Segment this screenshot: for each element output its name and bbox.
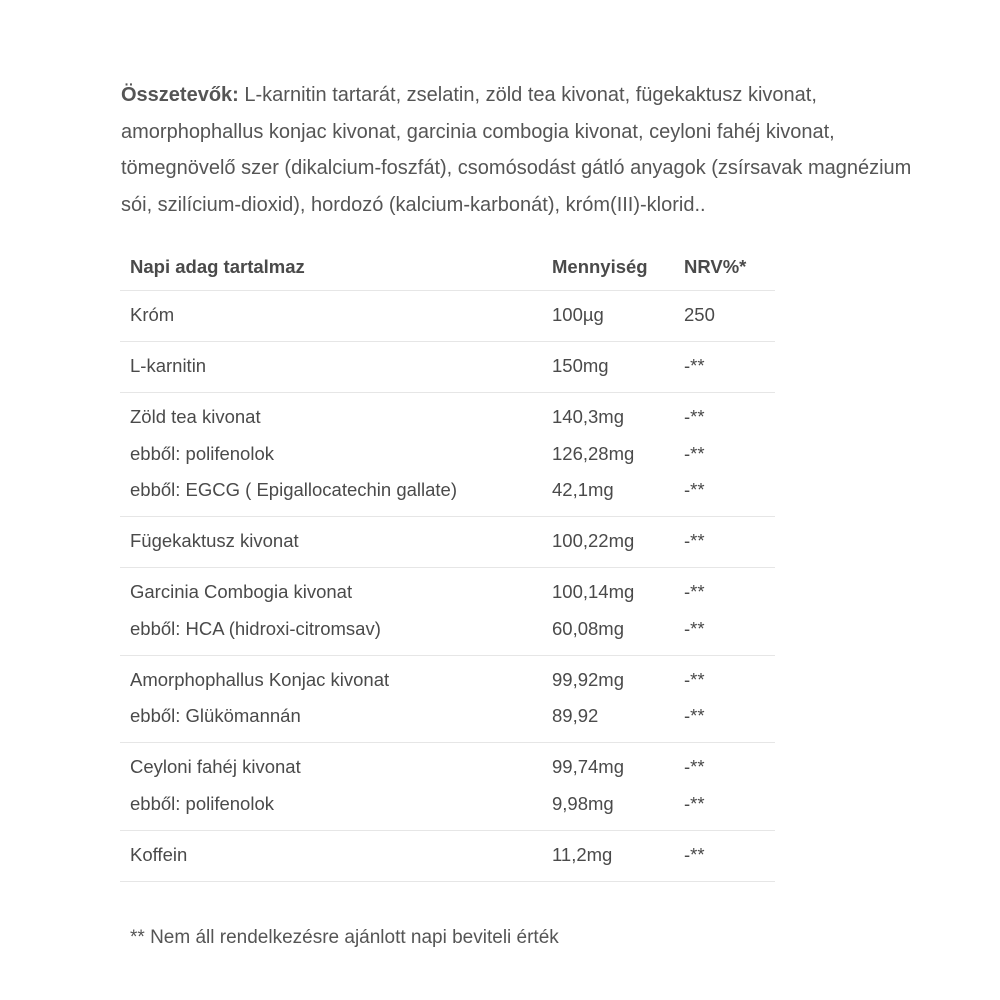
- ingredient-name-cell: [120, 342, 542, 393]
- ingredient-nrv: -**: [684, 705, 705, 726]
- ingredient-nrv-cell: [674, 655, 775, 743]
- ingredient-name: ebből: polifenolok: [130, 792, 274, 814]
- ingredient-nrv: -**: [684, 792, 705, 814]
- ingredient-name-cell: [120, 655, 542, 743]
- nutrition-table: [120, 243, 775, 882]
- ingredient-nrv-cell: [674, 291, 775, 342]
- ingredient-amount: 42,1mg: [552, 479, 614, 500]
- ingredient-nrv: -**: [684, 355, 705, 376]
- ingredient-nrv: 250: [684, 304, 715, 325]
- table-row: [120, 291, 775, 342]
- ingredient-nrv-cell: [674, 393, 775, 517]
- ingredients-text: L-karnitin tartarát, zselatin, zöld tea kivonat, fügekaktusz kivonat, amorphophallus konjac kivonat, garcinia combogia kivonat, ceyloni fahéj kivonat, tömegnövelő szer (dikalcium-foszfát), csomósodást gátló anyagok (zsírsavak magnézium sói, szilícium-dioxid), hordozó (kalcium-karbonát), króm(III)-klorid..: [121, 84, 912, 216]
- ingredient-nrv: -**: [684, 668, 705, 690]
- ingredient-nrv: -**: [684, 843, 705, 865]
- ingredient-nrv: -**: [684, 442, 705, 464]
- table-row: [120, 830, 775, 881]
- ingredient-amount: 140,3mg: [552, 406, 624, 427]
- ingredient-nrv-cell: [674, 568, 775, 656]
- ingredient-name: ebből: Glükömannán: [130, 705, 301, 726]
- ingredient-nrv: -**: [684, 617, 705, 639]
- ingredient-name: Koffein: [130, 843, 188, 865]
- table-body: [120, 291, 775, 882]
- ingredient-name: ebből: polifenolok: [130, 442, 274, 464]
- ingredient-nrv: -**: [684, 581, 705, 602]
- ingredient-name: ebből: HCA (hidroxi-citromsav): [130, 617, 381, 639]
- ingredient-amount: 100,14mg: [552, 581, 635, 602]
- ingredient-nrv-cell: [674, 517, 775, 568]
- ingredient-nrv: -**: [684, 530, 705, 551]
- ingredient-name: Fügekaktusz kivonat: [130, 530, 299, 551]
- ingredient-amount-cell: [542, 291, 674, 342]
- ingredient-amount-cell: [542, 342, 674, 393]
- ingredient-amount: 11,2mg: [552, 843, 613, 865]
- ingredient-amount: 126,28mg: [552, 442, 635, 464]
- ingredient-amount-cell: [542, 743, 674, 831]
- ingredients-paragraph: [121, 77, 921, 223]
- ingredient-nrv-cell: [674, 830, 775, 881]
- ingredient-nrv: -**: [684, 756, 705, 777]
- ingredient-nrv: -**: [684, 406, 705, 427]
- ingredient-amount-cell: [542, 655, 674, 743]
- ingredient-amount: 99,74mg: [552, 756, 624, 777]
- ingredient-amount: 60,08mg: [552, 617, 624, 639]
- ingredient-name-cell: [120, 393, 542, 517]
- table-row: [120, 655, 775, 743]
- ingredient-name: ebből: EGCG ( Epigallocatechin gallate): [130, 479, 458, 500]
- ingredient-amount-cell: [542, 393, 674, 517]
- table-row: [120, 743, 775, 831]
- ingredient-amount: 89,92: [552, 705, 599, 726]
- ingredient-name: Garcinia Combogia kivonat: [130, 581, 353, 602]
- table-row: [120, 517, 775, 568]
- table-header-row: [120, 243, 775, 291]
- ingredient-name: L-karnitin: [130, 355, 207, 376]
- header-nrv: NRV%*: [674, 243, 775, 291]
- ingredient-nrv: -**: [684, 479, 705, 500]
- ingredient-name: Amorphophallus Konjac kivonat: [130, 668, 390, 690]
- ingredient-name-cell: [120, 517, 542, 568]
- table-row: [120, 342, 775, 393]
- header-amount: Mennyiség: [542, 243, 674, 291]
- ingredient-amount: 100µg: [552, 304, 604, 325]
- ingredient-name-cell: [120, 830, 542, 881]
- ingredient-name: Króm: [130, 304, 175, 325]
- ingredient-name-cell: [120, 743, 542, 831]
- ingredient-amount: 99,92mg: [552, 668, 624, 690]
- ingredient-amount: 150mg: [552, 355, 609, 376]
- ingredients-label: Összetevők:: [121, 84, 239, 106]
- table-row: [120, 568, 775, 656]
- ingredient-name-cell: [120, 568, 542, 656]
- ingredient-name-cell: [120, 291, 542, 342]
- ingredient-nrv-cell: [674, 342, 775, 393]
- ingredient-amount-cell: [542, 830, 674, 881]
- ingredient-amount-cell: [542, 517, 674, 568]
- header-name: Napi adag tartalmaz: [120, 243, 542, 291]
- ingredient-nrv-cell: [674, 743, 775, 831]
- footnote: ** Nem áll rendelkezésre ajánlott napi beviteli érték: [130, 927, 559, 948]
- ingredient-amount-cell: [542, 568, 674, 656]
- ingredient-name: Ceyloni fahéj kivonat: [130, 756, 301, 777]
- ingredient-amount: 100,22mg: [552, 530, 635, 551]
- ingredient-amount: 9,98mg: [552, 792, 614, 814]
- table-row: [120, 393, 775, 517]
- ingredient-name: Zöld tea kivonat: [130, 406, 261, 427]
